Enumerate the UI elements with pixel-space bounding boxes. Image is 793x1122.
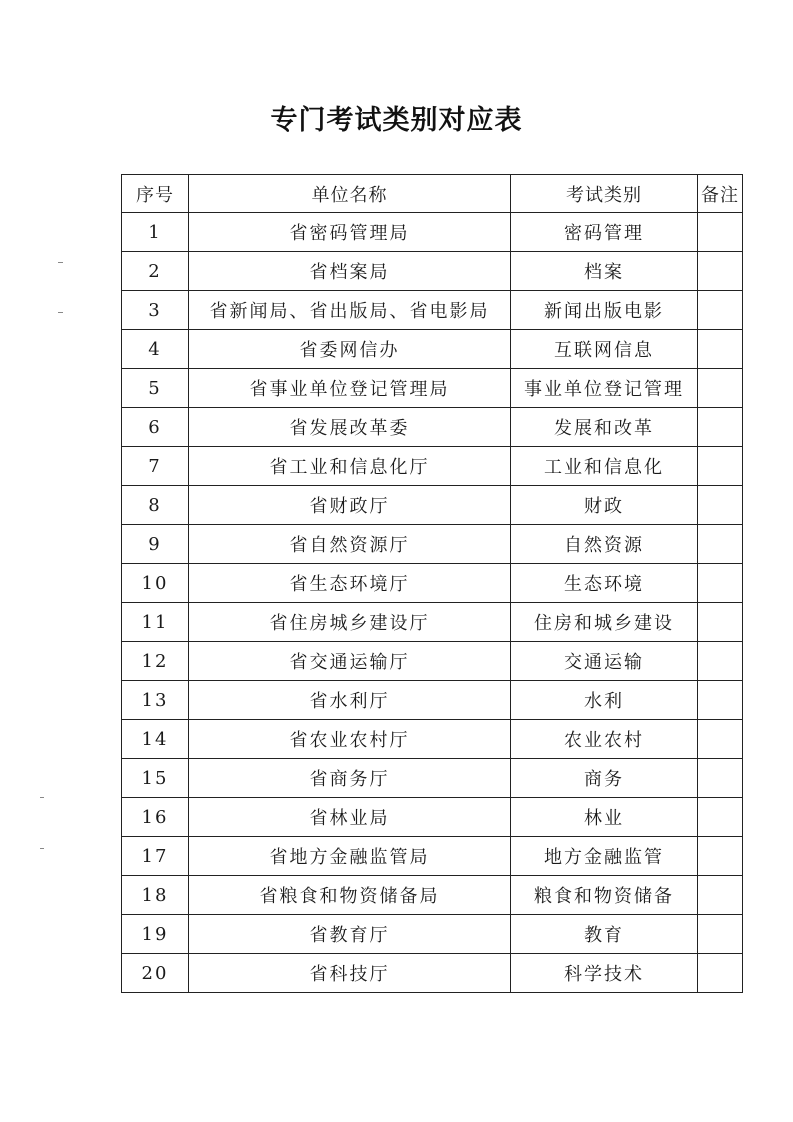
cell-no: 6 bbox=[122, 408, 189, 447]
cell-category: 地方金融监管 bbox=[511, 837, 698, 876]
cell-note bbox=[698, 720, 743, 759]
cell-no: 9 bbox=[122, 525, 189, 564]
cell-category: 粮食和物资储备 bbox=[511, 876, 698, 915]
cell-unit: 省自然资源厅 bbox=[189, 525, 511, 564]
cell-category: 互联网信息 bbox=[511, 330, 698, 369]
cell-no: 16 bbox=[122, 798, 189, 837]
cell-no: 1 bbox=[122, 213, 189, 252]
cell-category: 事业单位登记管理 bbox=[511, 369, 698, 408]
cell-unit: 省新闻局、省出版局、省电影局 bbox=[189, 291, 511, 330]
cell-unit: 省财政厅 bbox=[189, 486, 511, 525]
scan-speck bbox=[58, 312, 63, 313]
cell-note bbox=[698, 798, 743, 837]
table-row bbox=[122, 252, 743, 291]
cell-no: 8 bbox=[122, 486, 189, 525]
cell-note bbox=[698, 915, 743, 954]
table-row bbox=[122, 330, 743, 369]
table-row bbox=[122, 681, 743, 720]
cell-category: 教育 bbox=[511, 915, 698, 954]
cell-unit: 省地方金融监管局 bbox=[189, 837, 511, 876]
cell-note bbox=[698, 954, 743, 993]
table-row bbox=[122, 603, 743, 642]
scan-speck bbox=[40, 797, 44, 798]
cell-note bbox=[698, 447, 743, 486]
cell-note bbox=[698, 330, 743, 369]
cell-no: 15 bbox=[122, 759, 189, 798]
cell-category: 财政 bbox=[511, 486, 698, 525]
cell-unit: 省事业单位登记管理局 bbox=[189, 369, 511, 408]
scan-speck bbox=[58, 262, 63, 263]
table-body bbox=[122, 213, 743, 993]
table-row bbox=[122, 759, 743, 798]
table-row bbox=[122, 408, 743, 447]
cell-note bbox=[698, 408, 743, 447]
table-row bbox=[122, 447, 743, 486]
cell-category: 自然资源 bbox=[511, 525, 698, 564]
cell-unit: 省交通运输厅 bbox=[189, 642, 511, 681]
cell-unit: 省农业农村厅 bbox=[189, 720, 511, 759]
cell-unit: 省教育厅 bbox=[189, 915, 511, 954]
cell-no: 5 bbox=[122, 369, 189, 408]
cell-no: 18 bbox=[122, 876, 189, 915]
cell-unit: 省粮食和物资储备局 bbox=[189, 876, 511, 915]
table-row bbox=[122, 213, 743, 252]
cell-no: 2 bbox=[122, 252, 189, 291]
cell-note bbox=[698, 564, 743, 603]
table-row bbox=[122, 720, 743, 759]
cell-no: 11 bbox=[122, 603, 189, 642]
cell-unit: 省住房城乡建设厅 bbox=[189, 603, 511, 642]
table-row bbox=[122, 798, 743, 837]
cell-note bbox=[698, 252, 743, 291]
cell-note bbox=[698, 369, 743, 408]
table-row bbox=[122, 876, 743, 915]
category-table bbox=[121, 174, 743, 993]
cell-category: 密码管理 bbox=[511, 213, 698, 252]
cell-category: 发展和改革 bbox=[511, 408, 698, 447]
cell-note bbox=[698, 603, 743, 642]
cell-note bbox=[698, 642, 743, 681]
cell-unit: 省委网信办 bbox=[189, 330, 511, 369]
header-note: 备注 bbox=[698, 175, 743, 213]
cell-unit: 省工业和信息化厅 bbox=[189, 447, 511, 486]
scan-speck bbox=[40, 848, 44, 849]
table-row bbox=[122, 486, 743, 525]
cell-unit: 省水利厅 bbox=[189, 681, 511, 720]
cell-category: 商务 bbox=[511, 759, 698, 798]
cell-no: 13 bbox=[122, 681, 189, 720]
cell-no: 19 bbox=[122, 915, 189, 954]
table-row bbox=[122, 564, 743, 603]
cell-category: 水利 bbox=[511, 681, 698, 720]
table-row bbox=[122, 915, 743, 954]
document-title: 专门考试类别对应表 bbox=[270, 105, 523, 136]
cell-no: 3 bbox=[122, 291, 189, 330]
header-no: 序号 bbox=[122, 175, 189, 213]
cell-no: 12 bbox=[122, 642, 189, 681]
cell-category: 档案 bbox=[511, 252, 698, 291]
cell-note bbox=[698, 213, 743, 252]
cell-unit: 省科技厅 bbox=[189, 954, 511, 993]
cell-unit: 省档案局 bbox=[189, 252, 511, 291]
cell-category: 新闻出版电影 bbox=[511, 291, 698, 330]
cell-note bbox=[698, 486, 743, 525]
cell-note bbox=[698, 525, 743, 564]
table-row bbox=[122, 954, 743, 993]
cell-category: 生态环境 bbox=[511, 564, 698, 603]
cell-note bbox=[698, 876, 743, 915]
cell-note bbox=[698, 681, 743, 720]
cell-category: 农业农村 bbox=[511, 720, 698, 759]
cell-no: 14 bbox=[122, 720, 189, 759]
cell-no: 7 bbox=[122, 447, 189, 486]
cell-category: 林业 bbox=[511, 798, 698, 837]
cell-no: 4 bbox=[122, 330, 189, 369]
cell-no: 10 bbox=[122, 564, 189, 603]
cell-unit: 省商务厅 bbox=[189, 759, 511, 798]
cell-note bbox=[698, 291, 743, 330]
cell-unit: 省生态环境厅 bbox=[189, 564, 511, 603]
header-category: 考试类别 bbox=[511, 175, 698, 213]
cell-category: 交通运输 bbox=[511, 642, 698, 681]
cell-unit: 省密码管理局 bbox=[189, 213, 511, 252]
cell-unit: 省发展改革委 bbox=[189, 408, 511, 447]
cell-unit: 省林业局 bbox=[189, 798, 511, 837]
header-unit: 单位名称 bbox=[189, 175, 511, 213]
table-row bbox=[122, 369, 743, 408]
table-header-row bbox=[122, 175, 743, 213]
cell-category: 住房和城乡建设 bbox=[511, 603, 698, 642]
cell-category: 工业和信息化 bbox=[511, 447, 698, 486]
cell-note bbox=[698, 759, 743, 798]
cell-category: 科学技术 bbox=[511, 954, 698, 993]
table-row bbox=[122, 525, 743, 564]
table-row bbox=[122, 291, 743, 330]
cell-no: 17 bbox=[122, 837, 189, 876]
table-row bbox=[122, 837, 743, 876]
cell-no: 20 bbox=[122, 954, 189, 993]
table-row bbox=[122, 642, 743, 681]
cell-note bbox=[698, 837, 743, 876]
